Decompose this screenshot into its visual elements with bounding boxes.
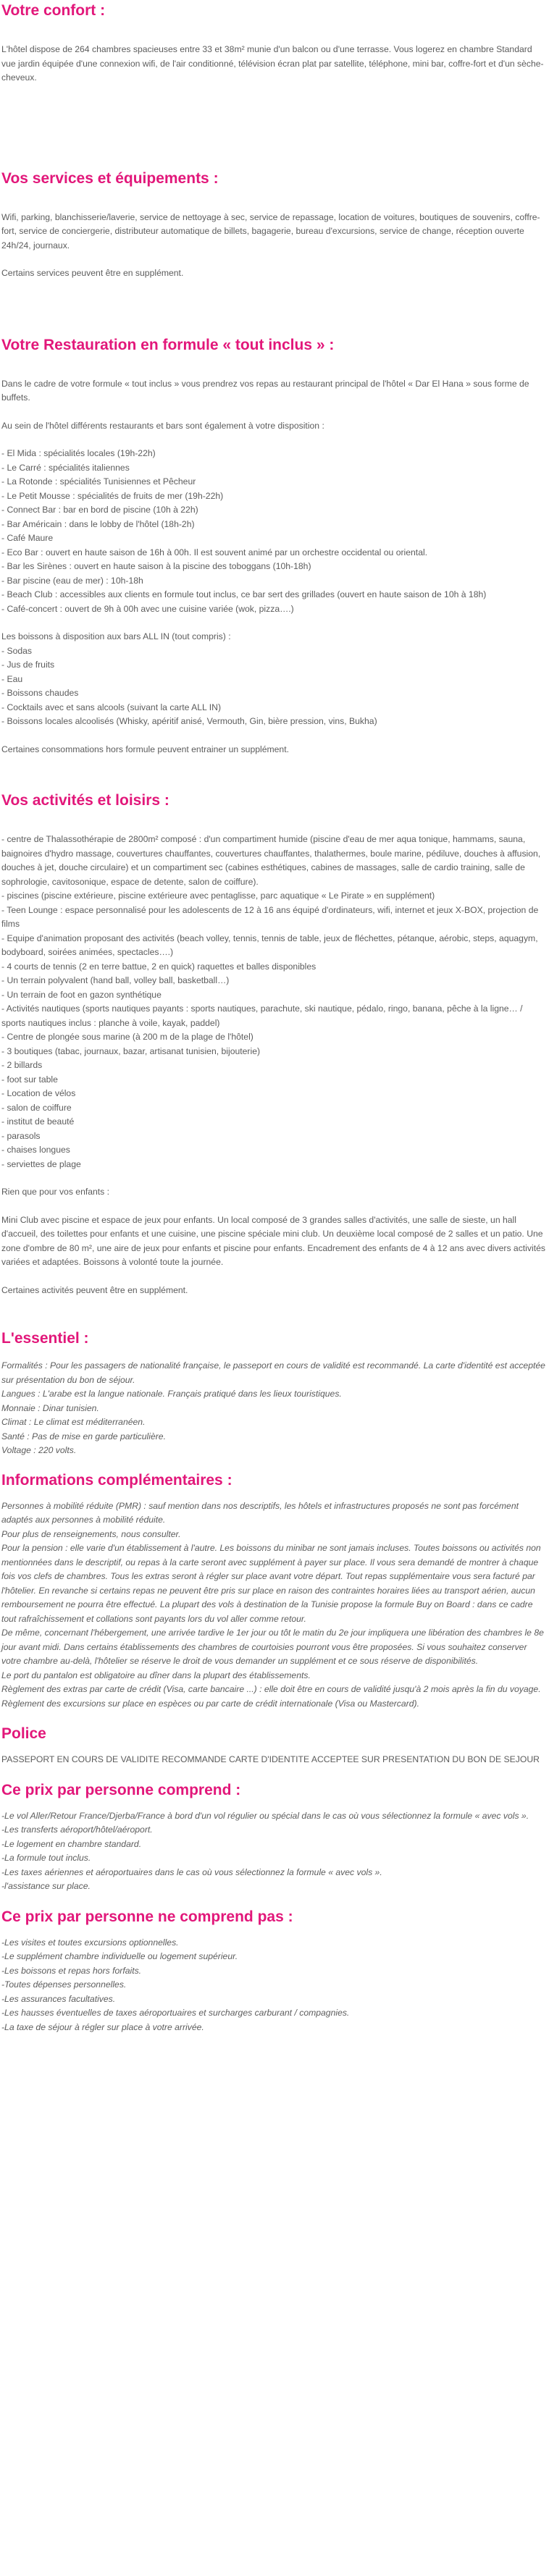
infos-lines <box>1 1499 546 1712</box>
section-essentiel <box>1 1329 546 1458</box>
list-item: -Les hausses éventuelles de taxes aéroportuaires et surcharges carburant / compagnies. <box>1 2008 350 2018</box>
drinks-intro: Les boissons à disposition aux bars ALL IN (tout compris) : <box>1 631 231 641</box>
list-item: - foot sur table <box>1 1074 58 1085</box>
list-item: -Les transferts aéroport/hôtel/aéroport. <box>1 1824 153 1835</box>
section-title: Ce prix par personne comprend : <box>1 1781 241 1798</box>
list-item: - 3 boutiques (tabac, journaux, bazar, artisanat tunisien, bijouterie) <box>1 1045 261 1056</box>
list-item: - Jus de fruits <box>1 660 55 670</box>
section-title: Vos services et équipements : <box>1 169 219 187</box>
list-item: - Location de vélos <box>1 1088 76 1098</box>
confort-text: L'hôtel dispose de 264 chambres spacieuses entre 33 et 38m² munie d'un balcon ou d'une terrasse. Vous logerez en chambre Standard vue jardin équipée d'une connexion wifi, de l'air conditionné, télévision écran plat par satellite, téléphone, mini bar, coffre-fort et d'un sèche-cheveux. <box>1 44 544 83</box>
activites-note: Certaines activités peuvent être en supplément. <box>1 1284 188 1295</box>
section-infos <box>1 1471 546 1712</box>
list-item: - Le Petit Mousse : spécialités de fruits de mer (19h-22h) <box>1 490 224 501</box>
section-police <box>1 1725 546 1767</box>
list-item: - 4 courts de tennis (2 en terre battue, 2 en quick) raquettes et balles disponibles <box>1 961 317 972</box>
section-price-excludes <box>1 1908 546 2035</box>
section-title: Police <box>1 1725 46 1742</box>
list-item: -Le vol Aller/Retour France/Djerba/France à bord d'un vol régulier ou spécial dans le cas où vous sélectionnez la formule « avec vols ». <box>1 1810 529 1821</box>
list-item: - Café Maure <box>1 533 54 543</box>
list-item: - Beach Club : accessibles aux clients en formule tout inclus, ce bar sert des grillades (ouvert en haute saison de 10h à 18h) <box>1 589 487 599</box>
list-item: - Teen Lounge : espace personnalisé pour les adolescents de 12 à 16 ans équipé d'ordinateurs, wifi, internet et jeux X-BOX, projection de films <box>1 904 539 929</box>
section-title: Votre confort : <box>1 2 106 19</box>
list-item: -Le logement en chambre standard. <box>1 1838 142 1849</box>
list-item: - chaises longues <box>1 1145 70 1155</box>
list-item: - Equipe d'animation proposant des activités (beach volley, tennis, tennis de table, jeux de fléchettes, pétanque, aérobic, steps, aquagym, bodyboard, soirées animées, spectacles….) <box>1 933 538 957</box>
list-item: -l'assistance sur place. <box>1 1881 91 1891</box>
services-text: Wifi, parking, blanchisserie/laverie, service de nettoyage à sec, service de repassage, location de voitures, boutiques de souvenirs, coffre-fort, service de conciergerie, distributeur automatique de billets, bagagerie, bureau d'excursions, service de change, réception ouverte 24h/24, journaux. <box>1 211 540 251</box>
list-item: - Activités nautiques (sports nautiques payants : sports nautiques, parachute, ski nautique, pédalo, ringo, banana, pêche à la ligne… / sports nautiques inclus : planche à voile, kayak, paddel) <box>1 1003 523 1028</box>
essentiel-formalites: Formalités : Pour les passagers de nationalité française, le passeport en cours de validité est recommandé. La carte d'identité est acceptée sur présentation du bon de séjour. <box>1 1360 545 1385</box>
restauration-intro: Dans le cadre de votre formule « tout inclus » vous prendrez vos repas au restaurant principal de l'hôtel « Dar El Hana » sous forme de buffets. <box>1 378 529 403</box>
essentiel-climat: Climat : Le climat est méditerranéen. <box>1 1417 146 1427</box>
list-item: - 2 billards <box>1 1060 43 1070</box>
info-line: Le port du pantalon est obligatoire au dîner dans la plupart des établissements. <box>1 1670 311 1680</box>
drinks-list <box>1 644 546 729</box>
services-note: Certains services peuvent être en supplément. <box>1 268 184 278</box>
list-item: - centre de Thalassothérapie de 2800m² composé : d'un compartiment humide (piscine d'eau de mer aqua tonique, hammams, sauna, baignoires d'hydro massage, couvertures chauffantes, couvertures chauffantes, thalathermes, boule marine, pédiluve, douches à affusion, douches à jet, douche circulaire) et un compartiment sec (cabines esthétiques, cabines de massages, salle de cardio training, salle de sophrologie, cavitosonique, espace de detente, salon de coiffure). <box>1 834 541 887</box>
list-item: -Les assurances facultatives. <box>1 1993 116 2004</box>
list-item: - Un terrain polyvalent (hand ball, volley ball, basketball…) <box>1 975 230 985</box>
list-item: - Café-concert : ouvert de 9h à 00h avec une cuisine variée (wok, pizza….) <box>1 603 294 614</box>
list-item: - Cocktails avec et sans alcools (suivant la carte ALL IN) <box>1 702 222 712</box>
restaurant-list <box>1 447 546 616</box>
list-item: - Le Carré : spécialités italiennes <box>1 462 130 473</box>
list-item: -Le supplément chambre individuelle ou logement supérieur. <box>1 1951 238 1961</box>
list-item: -La taxe de séjour à régler sur place à votre arrivée. <box>1 2021 204 2032</box>
section-restauration <box>1 336 546 757</box>
info-line: Pour plus de renseignements, nous consulter. <box>1 1528 181 1539</box>
section-title: Informations complémentaires : <box>1 1471 232 1489</box>
section-services <box>1 169 546 281</box>
section-title: Votre Restauration en formule « tout inclus » : <box>1 336 335 353</box>
kids-title: Rien que pour vos enfants : <box>1 1187 110 1197</box>
list-item: - Sodas <box>1 645 33 656</box>
list-item: - Bar Américain : dans le lobby de l'hôtel (18h-2h) <box>1 518 195 529</box>
list-item: - Connect Bar : bar en bord de piscine (10h à 22h) <box>1 505 198 515</box>
list-item: - piscines (piscine extérieure, piscine extérieure avec pentaglisse, parc aquatique « Le Pirate » en supplément) <box>1 891 435 901</box>
essentiel-voltage: Voltage : 220 volts. <box>1 1445 77 1455</box>
essentiel-lines <box>1 1359 546 1458</box>
list-item: - serviettes de plage <box>1 1158 81 1169</box>
essentiel-sante: Santé : Pas de mise en garde particulière. <box>1 1431 166 1441</box>
essentiel-langues: Langues : L'arabe est la langue nationale. Français pratiqué dans les lieux touristiques. <box>1 1389 342 1399</box>
list-item: - Centre de plongée sous marine (à 200 m de la plage de l'hôtel) <box>1 1032 253 1042</box>
list-item: - El Mida : spécialités locales (19h-22h) <box>1 448 156 458</box>
list-item: - Bar piscine (eau de mer) : 10h-18h <box>1 575 143 586</box>
restauration-outlets-intro: Au sein de l'hôtel différents restaurants et bars sont également à votre disposition : <box>1 420 324 431</box>
info-line: De même, concernant l'hébergement, une arrivée tardive le 1er jour ou tôt le matin du 2e jour impliquera une libération des chambres le 8e jour avant midi. Dans certains établissements des chambres de courtoisies pourront vous être proposées. Si vous souhaitez conserver votre chambre au-delà, l'hôtelier se réserve le droit de vous demander un supplément et ce sous réserve de disponibilités. <box>1 1628 544 1666</box>
section-price-includes <box>1 1781 546 1894</box>
police-text: PASSEPORT EN COURS DE VALIDITE RECOMMANDE CARTE D'IDENTITE ACCEPTEE SUR PRESENTATION DU BON DE SEJOUR <box>1 1754 540 1764</box>
list-item: - Boissons locales alcoolisés (Whisky, apéritif anisé, Vermouth, Gin, bière pression, vins, Bukha) <box>1 716 377 726</box>
list-item: -La formule tout inclus. <box>1 1853 91 1863</box>
section-title: Vos activités et loisirs : <box>1 792 169 809</box>
section-title: L'essentiel : <box>1 1330 89 1347</box>
list-item: - institut de beauté <box>1 1116 75 1127</box>
list-item: - Un terrain de foot en gazon synthétique <box>1 989 162 1000</box>
list-item: -Toutes dépenses personnelles. <box>1 1979 127 1990</box>
restauration-note: Certaines consommations hors formule peuvent entrainer un supplément. <box>1 744 289 754</box>
excludes-list <box>1 1936 546 2035</box>
list-item: - Eau <box>1 673 23 684</box>
info-line: Personnes à mobilité réduite (PMR) : sauf mention dans nos descriptifs, les hôtels et infrastructures proposés ne sont pas forcément adaptés aux personnes à mobilité réduite. <box>1 1500 519 1525</box>
list-item: -Les boissons et repas hors forfaits. <box>1 1965 142 1976</box>
info-line: Règlement des extras par carte de crédit (Visa, carte bancaire ...) : elle doit être en cours de validité jusqu'à 2 mois après la fin du voyage. <box>1 1684 541 1694</box>
essentiel-monnaie: Monnaie : Dinar tunisien. <box>1 1402 99 1413</box>
info-line: Pour la pension : elle varie d'un établissement à l'autre. Les boissons du minibar ne sont jamais incluses. Toutes boissons ou activités non mentionnées dans le descriptif, ou repas à la carte seront avec supplément à payer sur place. Il vous sera demandé de montrer à chaque fois vos clefs de chambres. Tous les extras seront à régler sur place avant votre départ. Tout repas supplémentaire vous sera facturé par l'hôtelier. En revanche si certains repas ne peuvent être pris sur place en raison des contraintes horaires liées au transport aérien, aucun remboursement ne pourra être effectué. La plupart des vols à destination de la Tunisie propose la formule Buy on Board : dans ce cadre tout rafraîchissement et collations sont payants lors du vol aller comme retour. <box>1 1543 541 1624</box>
list-item: -Les visites et toutes excursions optionnelles. <box>1 1937 179 1948</box>
list-item: - Eco Bar : ouvert en haute saison de 16h à 00h. Il est souvent animé par un orchestre occidental ou oriental. <box>1 547 428 557</box>
section-title: Ce prix par personne ne comprend pas : <box>1 1908 293 1925</box>
list-item: - salon de coiffure <box>1 1102 72 1113</box>
activities-list <box>1 833 546 1171</box>
kids-text: Mini Club avec piscine et espace de jeux pour enfants. Un local composé de 3 grandes salles d'activités, une salle de sieste, un hall d'accueil, des toilettes pour enfants et une cuisine, une piscine spéciale mini club. Un deuxième local composé de 2 salles et un patio. Une zone d'ombre de 80 m², une aire de jeux pour enfants et piscine pour enfants. Encadrement des enfants de 4 à 12 ans avec divers activités variées et adaptées. Boissons à volonté toute la journée. <box>1 1214 545 1267</box>
section-confort <box>1 0 546 85</box>
info-line: Règlement des excursions sur place en espèces ou par carte de crédit internationale (Visa ou Mastercard). <box>1 1698 419 1709</box>
list-item: -Les taxes aériennes et aéroportuaires dans le cas où vous sélectionnez la formule « avec vols ». <box>1 1866 382 1877</box>
section-activites <box>1 791 546 1297</box>
includes-list <box>1 1809 546 1894</box>
list-item: - Bar les Sirènes : ouvert en haute saison à la piscine des toboggans (10h-18h) <box>1 561 311 571</box>
list-item: - Boissons chaudes <box>1 688 79 698</box>
list-item: - La Rotonde : spécialités Tunisiennes et Pêcheur <box>1 476 196 487</box>
list-item: - parasols <box>1 1130 41 1141</box>
